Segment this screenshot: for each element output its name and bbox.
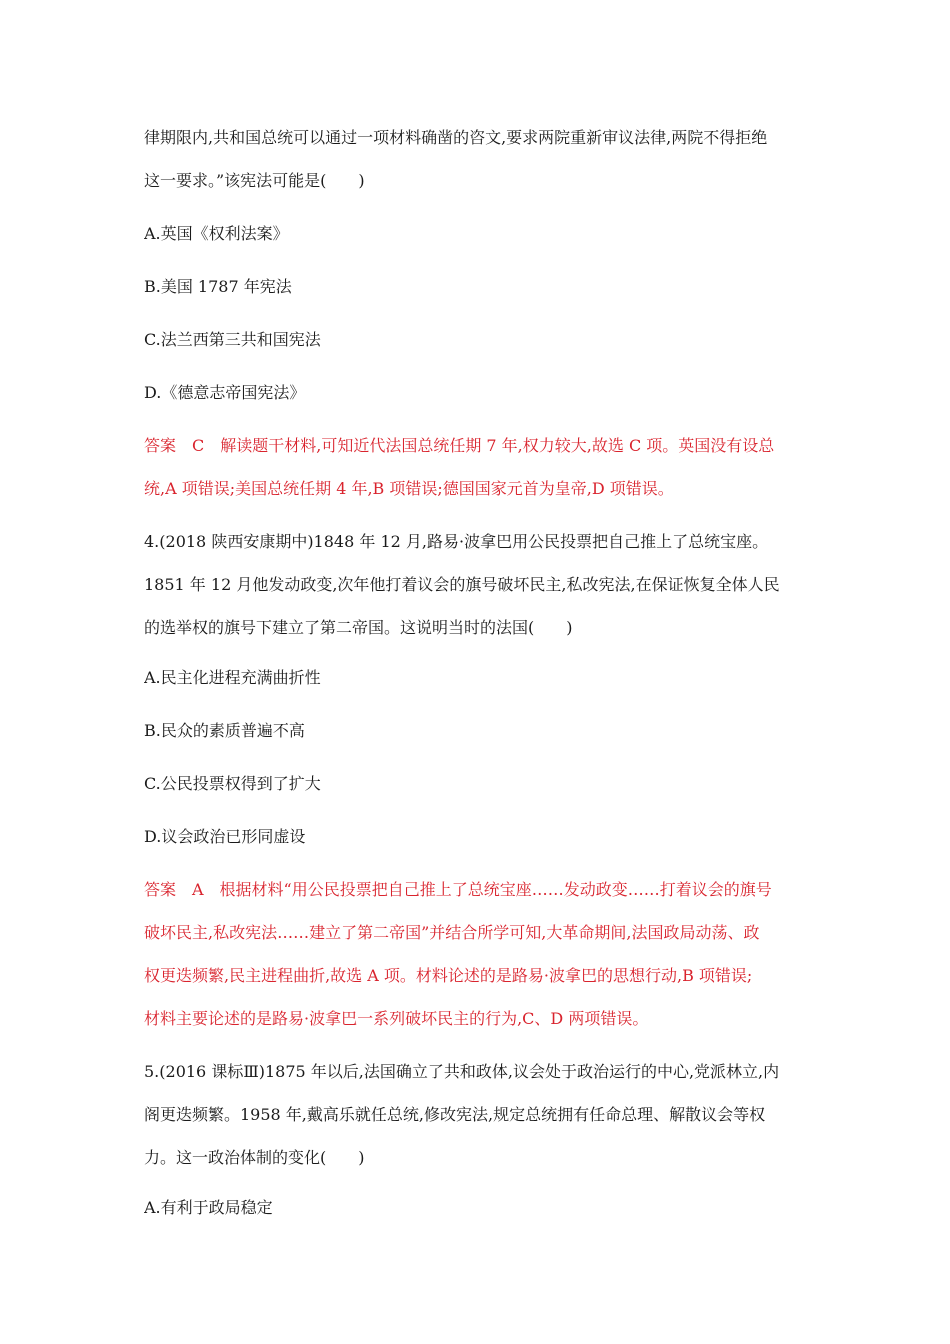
question-3-option-d: D.《德意志帝国宪法》 [144, 383, 306, 402]
question-5-option-a: A.有利于政局稳定 [144, 1198, 273, 1217]
question-4-stem-line-1: 4.(2018 陕西安康期中)1848 年 12 月,路易·波拿巴用公民投票把自己推上了总统宝座。 [144, 532, 769, 551]
question-5-stem-line-1: 5.(2016 课标Ⅲ)1875 年以后,法国确立了共和政体,议会处于政治运行的中心,党派林立,内 [144, 1062, 780, 1081]
question-4-stem-line-3: 的选举权的旗号下建立了第二帝国。这说明当时的法国( ) [144, 618, 573, 637]
question-4-answer-line-1: 答案 A 根据材料“用公民投票把自己推上了总统宝座……发动政变……打着议会的旗号 [144, 880, 772, 899]
question-4-option-d: D.议会政治已形同虚设 [144, 827, 306, 846]
question-4-answer-line-2: 破坏民主,私改宪法……建立了第二帝国”并结合所学可知,大革命期间,法国政局动荡、政 [144, 923, 760, 942]
question-3-option-a: A.英国《权利法案》 [144, 224, 289, 243]
question-4-stem-line-2: 1851 年 12 月他发动政变,次年他打着议会的旗号破坏民主,私改宪法,在保证恢复全体人民 [144, 575, 780, 594]
question-5-stem-line-3: 力。这一政治体制的变化( ) [144, 1148, 365, 1167]
question-4-answer-line-3: 权更迭频繁,民主进程曲折,故选 A 项。材料论述的是路易·波拿巴的思想行动,B 项错误; [144, 966, 753, 985]
question-4-option-b: B.民众的素质普遍不高 [144, 721, 305, 740]
question-4-option-a: A.民主化进程充满曲折性 [144, 668, 321, 687]
question-4-answer-line-4: 材料主要论述的是路易·波拿巴一系列破坏民主的行为,C、D 两项错误。 [144, 1009, 649, 1028]
question-4-option-c: C.公民投票权得到了扩大 [144, 774, 321, 793]
question-3-option-b: B.美国 1787 年宪法 [144, 277, 292, 296]
question-3-stem-line-1: 律期限内,共和国总统可以通过一项材料确凿的咨文,要求两院重新审议法律,两院不得拒绝 [144, 128, 768, 147]
question-5-stem-line-2: 阁更迭频繁。1958 年,戴高乐就任总统,修改宪法,规定总统拥有任命总理、解散议会等权 [144, 1105, 766, 1124]
question-3-answer-line-2: 统,A 项错误;美国总统任期 4 年,B 项错误;德国国家元首为皇帝,D 项错误。 [144, 479, 674, 498]
question-3-stem-line-2: 这一要求。”该宪法可能是( ) [144, 171, 365, 190]
question-3-answer-line-1: 答案 C 解读题干材料,可知近代法国总统任期 7 年,权力较大,故选 C 项。英国没有设总 [144, 436, 775, 455]
question-3-option-c: C.法兰西第三共和国宪法 [144, 330, 321, 349]
